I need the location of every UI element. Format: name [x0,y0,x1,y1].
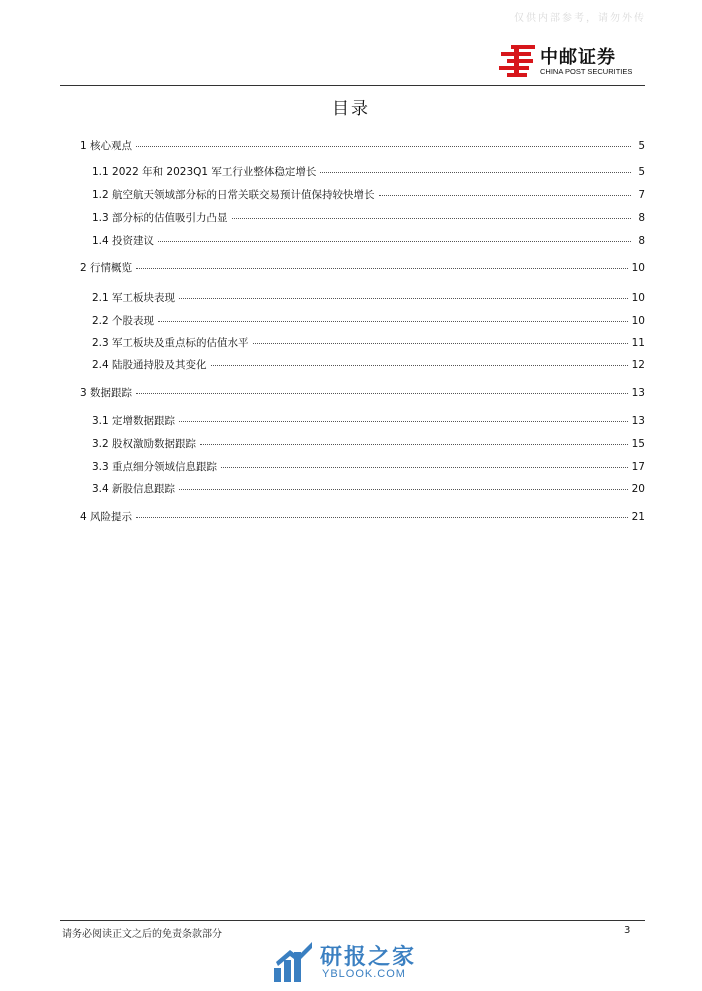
toc-entry[interactable] [92,335,645,350]
toc-entry-label: 1.3 部分标的估值吸引力凸显 [92,212,228,224]
toc-entry-page: 8 [638,235,645,247]
toc-entry[interactable] [92,357,645,372]
toc-dot-leader [211,364,628,366]
toc-entry[interactable] [80,260,645,275]
toc-dot-leader [379,194,631,196]
toc-dot-leader [179,488,628,490]
toc-dot-leader [136,267,628,269]
toc-entry-page: 13 [631,387,645,399]
toc-entry-page: 17 [631,461,645,473]
toc-entry[interactable] [92,413,645,428]
toc-entry-label: 2 行情概览 [80,262,133,274]
toc-dot-leader [136,392,628,394]
toc-dot-leader [221,466,628,468]
toc-entry-label: 2.3 军工板块及重点标的估值水平 [92,337,249,349]
footer-divider [60,920,645,921]
toc-dot-leader [179,297,628,299]
toc-entry-page: 11 [631,337,645,349]
toc-entry-page: 10 [631,262,645,274]
header-divider [60,85,645,86]
toc-dot-leader [179,420,628,422]
toc-entry[interactable] [92,481,645,496]
brand-watermark [272,938,442,988]
china-post-emblem-icon [497,43,537,79]
toc-dot-leader [136,145,631,147]
toc-entry-label: 3.4 新股信息跟踪 [92,483,176,495]
toc-entry-label: 2.1 军工板块表现 [92,292,176,304]
toc-entry-page: 5 [638,140,645,152]
toc-entry-page: 21 [631,511,645,523]
toc-dot-leader [136,516,628,518]
toc-dot-leader [158,320,628,322]
toc-entry[interactable] [80,385,645,400]
toc-entry-page: 5 [638,166,645,178]
toc-entry-label: 3 数据跟踪 [80,387,133,399]
logo-chinese-name: 中邮证券 [540,47,616,68]
toc-dot-leader [158,240,631,242]
toc-entry[interactable] [80,138,645,153]
toc-dot-leader [320,171,631,173]
toc-entry-label: 1.4 投资建议 [92,235,155,247]
toc-entry-label: 1 核心观点 [80,140,133,152]
toc-entry-label: 1.2 航空航天领域部分标的日常关联交易预计值保持较快增长 [92,189,375,201]
toc-entry[interactable] [92,459,645,474]
toc-entry[interactable] [92,290,645,305]
toc-entry[interactable] [80,509,645,524]
brand-chinese-name: 研报之家 [320,945,417,970]
toc-entry-page: 10 [631,292,645,304]
company-logo [497,43,647,79]
toc-entry-page: 7 [638,189,645,201]
bar-chart-logo-icon [272,938,316,984]
toc-entry-page: 20 [631,483,645,495]
toc-dot-leader [200,443,628,445]
toc-dot-leader [232,217,631,219]
toc-entry-label: 2.4 陆股通持股及其变化 [92,359,207,371]
footer-page-number: 3 [624,925,631,936]
brand-english-name: YBLOOK.COM [322,968,406,980]
toc-entry-label: 1.1 2022 年和 2023Q1 军工行业整体稳定增长 [92,166,317,178]
toc-entry-label: 3.2 股权激励数据跟踪 [92,438,197,450]
toc-entry-label: 4 风险提示 [80,511,133,523]
toc-entry[interactable] [92,233,645,248]
toc-entry-page: 10 [631,315,645,327]
internal-use-watermark: 仅供内部参考，请勿外传 [514,13,646,24]
toc-dot-leader [253,342,628,344]
toc-entry[interactable] [92,210,645,225]
page-title: 目录 [332,99,370,119]
toc-entry-label: 3.3 重点细分领域信息跟踪 [92,461,218,473]
footer-disclaimer: 请务必阅读正文之后的免责条款部分 [62,929,222,940]
toc-entry-page: 12 [631,359,645,371]
toc-entry-page: 15 [631,438,645,450]
toc-entry-label: 2.2 个股表现 [92,315,155,327]
toc-entry[interactable] [92,436,645,451]
toc-entry-page: 8 [638,212,645,224]
toc-entry-label: 3.1 定增数据跟踪 [92,415,176,427]
toc-entry[interactable] [92,187,645,202]
toc-entry-page: 13 [631,415,645,427]
toc-entry[interactable] [92,164,645,179]
logo-english-name: CHINA POST SECURITIES [540,67,633,76]
toc-entry[interactable] [92,313,645,328]
